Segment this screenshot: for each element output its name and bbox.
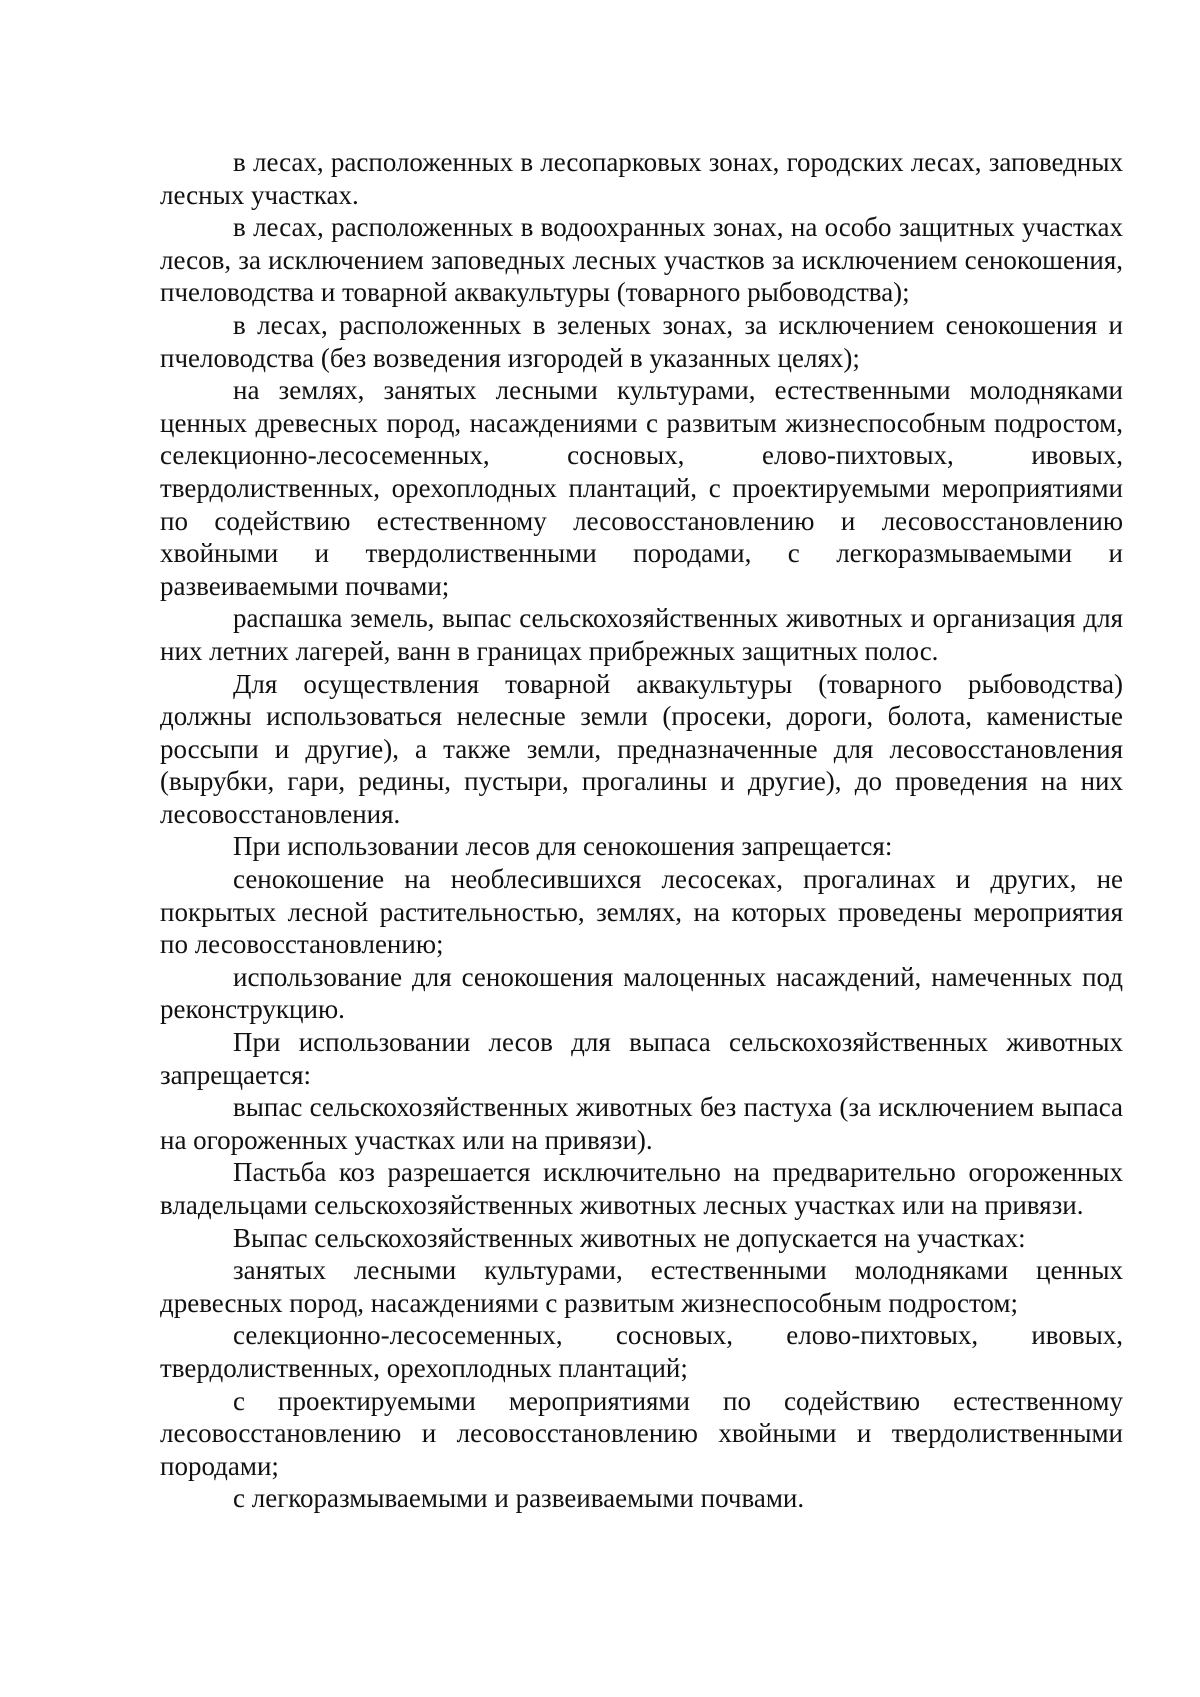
paragraph-9: использование для сенокошения малоценных насаждений, намеченных под реконструкцию.: [160, 961, 1123, 1025]
paragraph-7: При использовании лесов для сенокошения запрещается:: [233, 831, 893, 862]
paragraph-5: распашка земель, выпас сельскохозяйственных животных и организация для них летних лагерей, ванн в границах прибрежных защитных полос.: [160, 603, 1123, 666]
paragraph-8: сенокошение на необлесившихся лесосеках, прогалинах и других, не покрытых лесной растительностью, землях, на которых проведены мероприятия по лесовосстановлению;: [160, 864, 1123, 960]
document-page: [160, 146, 1123, 1515]
paragraph-15: селекционно-лесосеменных, сосновых, елово-пихтовых, ивовых, твердолиственных, орехоплодных плантаций;: [160, 1320, 1123, 1383]
paragraph-6: Для осуществления товарной аквакультуры (товарного рыбоводства) должны использоваться нелесные земли (просеки, дороги, болота, каменистые россыпи и другие), а также земли, предназначенные для лесовосстановления (вырубки, гари, редины, пустыри, прогалины и другие), до проведения на них лесовосстановления.: [160, 668, 1123, 829]
paragraph-11: выпас сельскохозяйственных животных без пастуха (за исключением выпаса на огороженных участках или на привязи).: [160, 1092, 1123, 1155]
paragraph-4: на землях, занятых лесными культурами, естественными молодняками ценных древесных пород, насаждениями с развитым жизнеспособным подростом, селекционно-лесосеменных, сосновых, елово-пихтовых, ивовых, твердолиственных, орехоплодных плантаций, с проектируемыми мероприятиями по содействию естественному лесовосстановлению и лесовосстановлению хвойными и твердолиственными породами, с легкоразмываемыми и развеиваемыми почвами;: [160, 375, 1123, 601]
paragraph-2: в лесах, расположенных в водоохранных зонах, на особо защитных участках лесов, за исключением заповедных лесных участков за исключением сенокошения, пчеловодства и товарной аквакультуры (товарного рыбоводства);: [160, 212, 1123, 308]
paragraph-16: с проектируемыми мероприятиями по содействию естественному лесовосстановлению и лесовосстановлению хвойными и твердолиственными породами;: [160, 1385, 1123, 1481]
paragraph-1: в лесах, расположенных в лесопарковых зонах, городских лесах, заповедных лесных участках.: [160, 147, 1123, 210]
paragraph-13: Выпас сельскохозяйственных животных не допускается на участках:: [233, 1222, 1026, 1253]
paragraph-12: Пастьба коз разрешается исключительно на предварительно огороженных владельцами сельскохозяйственных животных лесных участках или на привязи.: [160, 1157, 1123, 1220]
paragraph-14: занятых лесными культурами, естественными молодняками ценных древесных пород, насаждениями с развитым жизнеспособным подростом;: [160, 1255, 1123, 1318]
paragraph-3: в лесах, расположенных в зеленых зонах, за исключением сенокошения и пчеловодства (без возведения изгородей в указанных целях);: [160, 309, 1123, 373]
paragraph-10: При использовании лесов для выпаса сельскохозяйственных животных запрещается:: [160, 1027, 1123, 1090]
paragraph-17: с легкоразмываемыми и развеиваемыми почвами.: [233, 1483, 805, 1514]
